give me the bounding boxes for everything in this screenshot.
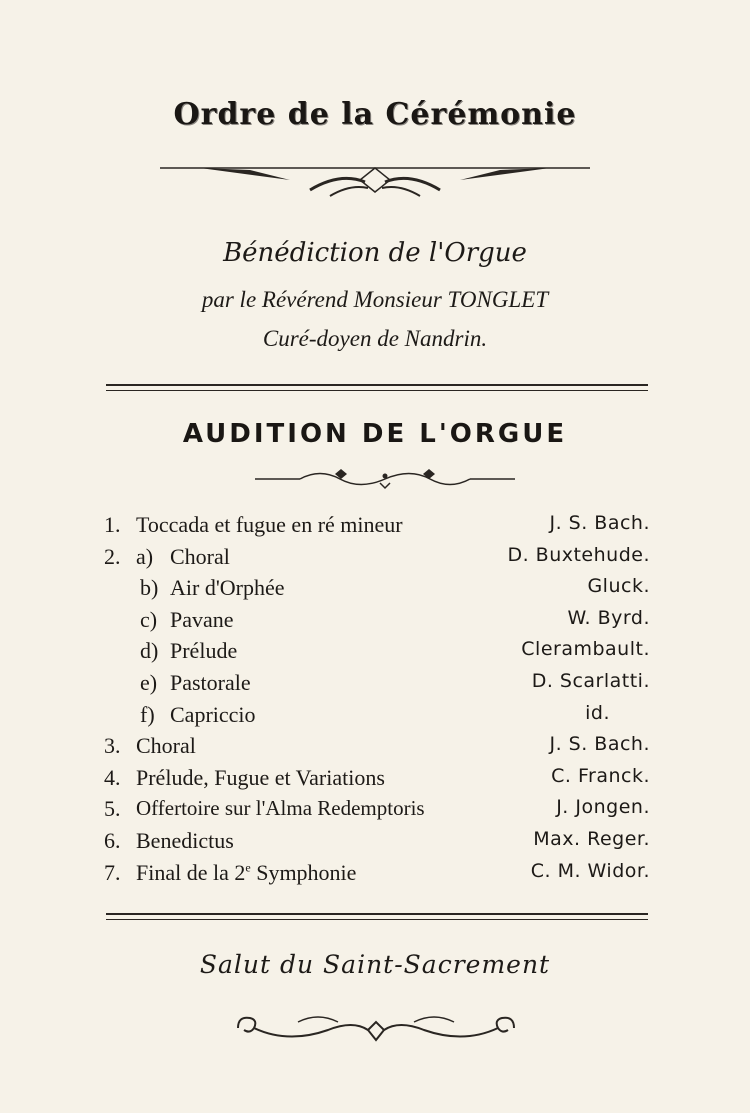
ordinal-suffix: e: [245, 860, 251, 875]
program-list: [104, 512, 650, 891]
item-letter: c): [140, 606, 158, 632]
composer-name: id.: [585, 701, 610, 724]
item-number: 3.: [104, 733, 121, 759]
item-letter: f): [140, 701, 155, 727]
item-number: 6.: [104, 827, 121, 853]
piece-title-start: Final de la 2: [136, 859, 246, 885]
composer-name: D. Buxtehude.: [507, 543, 650, 566]
bottom-ornament-icon: [228, 1008, 524, 1048]
composer-name: W. Byrd.: [567, 606, 650, 629]
program-row: [104, 828, 650, 860]
program-row: [104, 638, 650, 670]
composer-name: J. S. Bach.: [549, 733, 650, 756]
ceremony-title: Ordre de la Cérémonie: [173, 97, 577, 132]
piece-title: Capriccio: [170, 701, 256, 727]
piece-title: Choral: [170, 543, 230, 569]
item-number: 2.: [104, 543, 121, 569]
piece-title: [136, 860, 356, 886]
piece-title: Pavane: [170, 606, 234, 632]
divider-top-thick: [106, 384, 648, 386]
item-letter: b): [140, 575, 159, 601]
divider-bottom-thin: [106, 919, 648, 920]
middle-ornament-icon: [255, 466, 515, 492]
program-row: [104, 575, 650, 607]
piece-title-end: Symphonie: [250, 859, 357, 885]
officiant-line: par le Révérend Monsieur TONGLET: [201, 287, 549, 312]
audition-heading: AUDITION DE L'ORGUE: [182, 419, 568, 449]
composer-name: Max. Reger.: [533, 827, 650, 850]
program-row: [104, 544, 650, 576]
program-row: [104, 670, 650, 702]
composer-name: J. Jongen.: [556, 796, 650, 819]
item-letter: e): [140, 669, 158, 695]
item-letter: a): [136, 543, 154, 569]
composer-name: Gluck.: [587, 575, 650, 598]
item-number: 5.: [104, 796, 121, 822]
piece-title: Prélude: [170, 638, 238, 664]
divider-top-thin: [106, 390, 648, 391]
divider-bottom-thick: [106, 913, 648, 915]
program-row: [104, 765, 650, 797]
composer-name: C. Franck.: [551, 764, 650, 787]
piece-title: Benedictus: [136, 827, 234, 853]
blessing-line: Bénédiction de l'Orgue: [223, 238, 527, 268]
composer-name: C. M. Widor.: [530, 859, 650, 882]
composer-name: Clerambault.: [521, 638, 650, 661]
top-ornament-icon: [160, 160, 590, 200]
composer-name: J. S. Bach.: [549, 512, 650, 534]
piece-title: Choral: [136, 733, 196, 759]
item-number: 1.: [104, 512, 121, 537]
composer-name: D. Scarlatti.: [531, 669, 650, 692]
piece-title: Air d'Orphée: [170, 575, 285, 601]
program-row: [104, 512, 650, 544]
item-letter: d): [140, 638, 159, 664]
program-row: [104, 702, 650, 734]
program-row: [104, 860, 650, 892]
officiant-title-line: Curé-doyen de Nandrin.: [262, 326, 488, 351]
program-row: [104, 607, 650, 639]
closing-line: Salut du Saint-Sacrement: [199, 950, 551, 979]
piece-title: Pastorale: [170, 669, 251, 695]
item-number: 7.: [104, 859, 121, 885]
program-row: [104, 796, 650, 828]
piece-title: Toccada et fugue en ré mineur: [136, 512, 403, 537]
piece-title: Offertoire sur l'Alma Redemptoris: [136, 796, 425, 821]
program-row: [104, 733, 650, 765]
piece-title: Prélude, Fugue et Variations: [136, 764, 385, 790]
item-number: 4.: [104, 764, 121, 790]
